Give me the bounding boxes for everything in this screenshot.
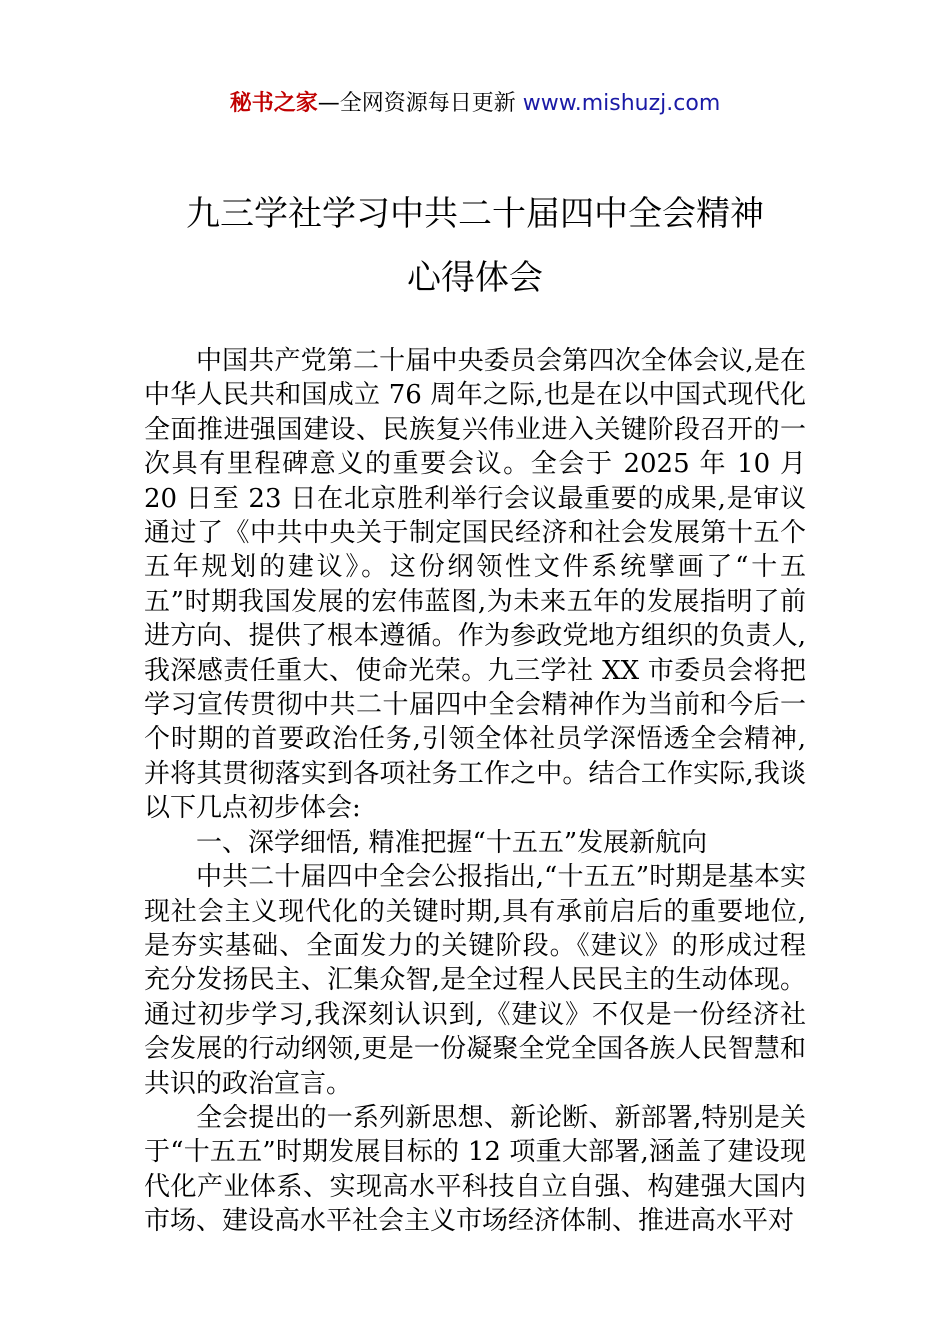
site-banner xyxy=(0,88,950,120)
site-brand: 秘书之家 xyxy=(229,91,318,116)
paragraph-intro: 中国共产党第二十届中央委员会第四次全体会议,是在中华人民共和国成立 76 周年之际,也是在以中国式现代化全面推进强国建设、民族复兴伟业进入关键阶段召开的一次具有里程碑意义的重要会议。全会于 2025 年 10 月 20 日至 23 日在北京胜利举行会议最重要的成果,是审议通过了《中共中央关于制定国民经济和社会发展第十五个五年规划的建议》。这份纲领性文件系统擘画了“十五五”时期我国发展的宏伟蓝图,为未来五年的发展指明了前进方向、提供了根本遵循。作为参政党地方组织的负责人,我深感责任重大、使命光荣。九三学社 XX 市委员会将把学习宣传贯彻中共二十届四中全会精神作为当前和今后一个时期的首要政治任务,引领全体社员学深悟透全会精神,并将其贯彻落实到各项社务工作之中。结合工作实际,我谈以下几点初步体会: xyxy=(144,346,806,824)
paragraph-plenum-communique: 中共二十届四中全会公报指出,“十五五”时期是基本实现社会主义现代化的关键时期,具有承前启后的重要地位,是夯实基础、全面发力的关键阶段。《建议》的形成过程充分发扬民主、汇集众智,是全过程人民民主的生动体现。通过初步学习,我深刻认识到,《建议》不仅是一份经济社会发展的行动纲领,更是一份凝聚全党全国各族人民智慧和共识的政治宣言。 xyxy=(144,862,806,1099)
section-heading-1: 一、深学细悟, 精准把握“十五五”发展新航向 xyxy=(196,827,708,858)
document-title-line1: 九三学社学习中共二十届四中全会精神 xyxy=(186,194,764,234)
paragraph-new-deployments: 全会提出的一系列新思想、新论断、新部署,特别是关于“十五五”时期发展目标的 12 项重大部署,涵盖了建设现代化产业体系、实现高水平科技自立自强、构建强大国内市场、建设高水平社会主义市场经济体制、推进高水平对 xyxy=(144,1102,806,1237)
site-tagline: —全网资源每日更新 xyxy=(317,91,523,116)
document-body xyxy=(144,344,806,1239)
site-url-link[interactable]: www.mishuzj.com xyxy=(522,91,721,116)
document-title-line2: 心得体会 xyxy=(407,258,543,298)
